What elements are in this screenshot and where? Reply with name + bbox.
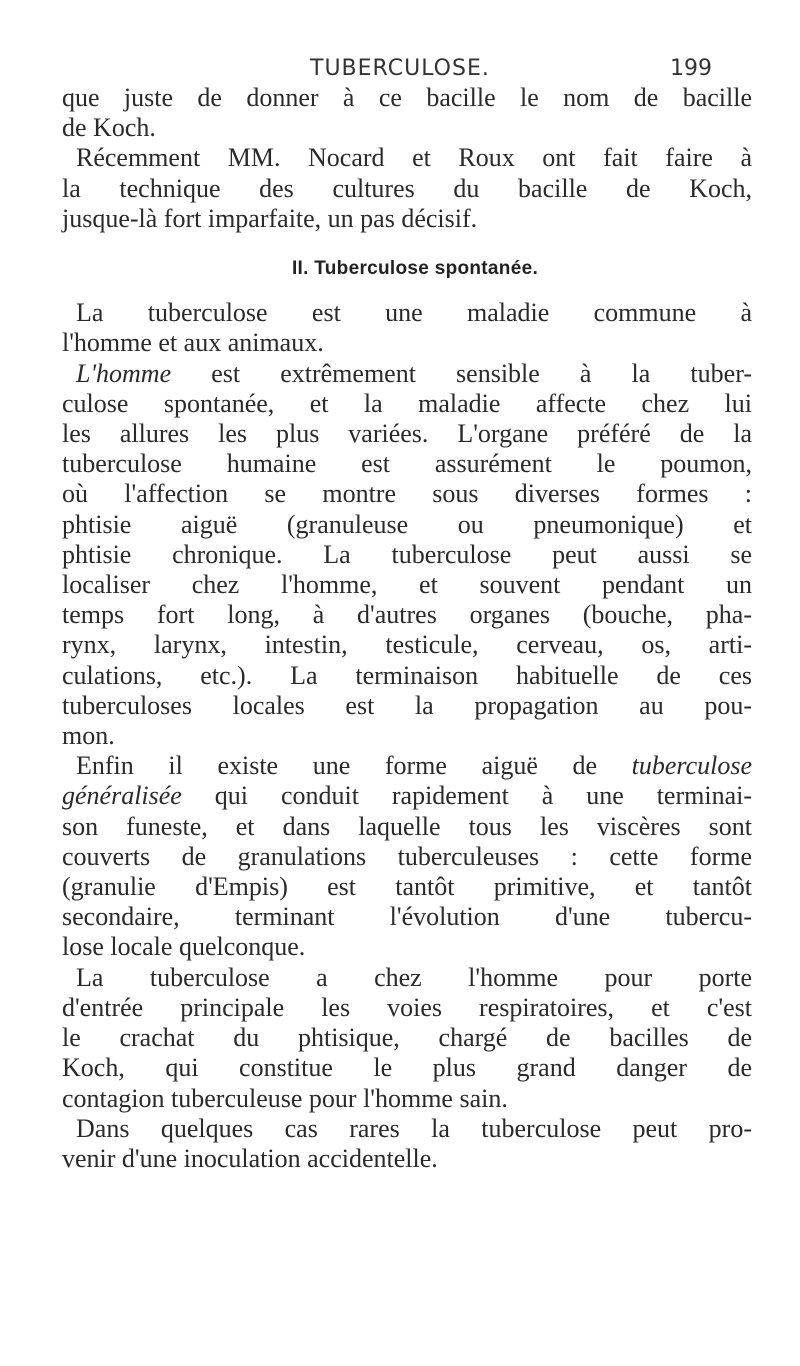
section-heading: II. Tuberculose spontanée. [291, 258, 539, 280]
text-line: son funeste, et dans laquelle tous les viscères sont [62, 811, 752, 841]
text-line: rynx, larynx, intestin, testicule, cerveau, os, arti- [62, 630, 752, 660]
text-line: temps fort long, à d'autres organes (bouche, pha- [62, 600, 752, 630]
text-line: les allures les plus variées. L'organe préféré de la [62, 419, 752, 449]
text-line: tuberculoses locales est la propagation au pou- [62, 690, 752, 720]
text-line: de Koch. [62, 113, 156, 143]
text-line: localiser chez l'homme, et souvent pendant un [62, 570, 752, 600]
text-line: jusque-là fort imparfaite, un pas décisif. [62, 203, 478, 233]
text-line: phtisie aiguë (granuleuse ou pneumonique) et [62, 509, 752, 539]
body-text [62, 83, 752, 1174]
text-line [62, 781, 752, 811]
running-head [60, 56, 740, 86]
text-line: venir d'une inoculation accidentelle. [62, 1143, 438, 1173]
italic-term: tuberculose [631, 751, 752, 781]
text-line: tuberculose humaine est assurément le poumon, [62, 449, 752, 479]
paragraph-start-line: La tuberculose a chez l'homme pour porte [76, 962, 752, 992]
text-line: l'homme et aux animaux. [62, 328, 324, 358]
text-line: culose spontanée, et la maladie affecte chez lui [62, 388, 752, 418]
text-line: la technique des cultures du bacille de Koch, [62, 173, 752, 203]
running-title: TUBERCULOSE. [310, 56, 490, 81]
paragraph-start-line: Dans quelques cas rares la tuberculose peut pro- [76, 1113, 752, 1143]
text-line: d'entrée principale les voies respiratoires, et c'est [62, 992, 752, 1022]
text-line: (granulie d'Empis) est tantôt primitive, et tantôt [62, 872, 752, 902]
text-line: où l'affection se montre sous diverses formes : [62, 479, 752, 509]
text-line: culations, etc.). La terminaison habituelle de ces [62, 660, 752, 690]
paragraph-start-line [62, 751, 752, 781]
text-line: secondaire, terminant l'évolution d'une tubercu- [62, 902, 752, 932]
text-line: Koch, qui constitue le plus grand danger de [62, 1053, 752, 1083]
paragraph-start-line: Récemment MM. Nocard et Roux ont fait faire à [76, 143, 752, 173]
text-line: phtisie chronique. La tuberculose peut aussi se [62, 539, 752, 569]
page-number: 199 [670, 56, 712, 81]
text-run: est extrêmement sensible à la tuber- [171, 358, 752, 388]
paragraph-start-line: La tuberculose est une maladie commune à [76, 298, 752, 328]
text-run: qui conduit rapidement à une terminai- [181, 781, 752, 811]
text-line: contagion tuberculeuse pour l'homme sain. [62, 1083, 508, 1113]
text-line: mon. [62, 721, 115, 751]
text-line: le crachat du phtisique, chargé de bacilles de [62, 1023, 752, 1053]
text-line: couverts de granulations tuberculeuses : cette forme [62, 841, 752, 871]
text-line: lose locale quelconque. [62, 932, 306, 962]
italic-term: généralisée [62, 781, 182, 811]
text-line: que juste de donner à ce bacille le nom de bacille [62, 83, 752, 112]
paragraph-start-line [62, 359, 752, 389]
italic-term: L'homme [76, 358, 172, 388]
text-run: Enfin il existe une forme aiguë de [76, 751, 632, 781]
